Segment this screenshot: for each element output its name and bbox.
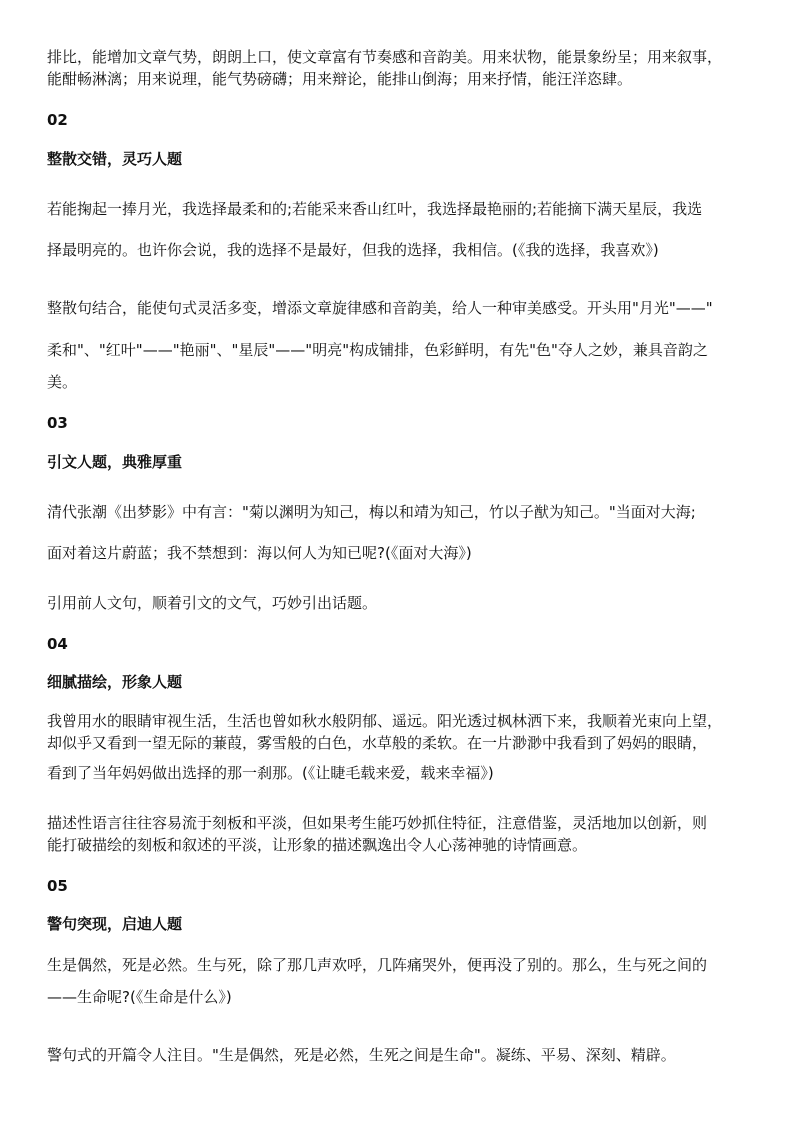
paragraph-line: 能酣畅淋漓；用来说理，能气势磅礴；用来辩论，能排山倒海；用来抒情，能汪洋恣肆。 bbox=[47, 70, 633, 88]
paragraph-line: 描述性语言往往容易流于刻板和平淡，但如果考生能巧妙抓住特征，注意借鉴，灵活地加以创新，则 bbox=[47, 814, 708, 832]
section-heading: 整散交错，灵巧人题 bbox=[47, 150, 183, 168]
paragraph-line: 排比，能增加文章气势，朗朗上口，使文章富有节奏感和音韵美。用来状物，能景象纷呈；用来叙事， bbox=[47, 48, 723, 66]
paragraph-line: 美。 bbox=[47, 373, 78, 391]
paragraph-line: 生是偶然，死是必然。生与死，除了那几声欢呼，几阵痛哭外，便再没了别的。那么，生与死之间的 bbox=[47, 956, 708, 974]
paragraph-line: 柔和"、"红叶"——"艳丽"、"星辰"——"明亮"构成铺排，色彩鲜明，有先"色"夺人之妙，兼具音韵之 bbox=[47, 341, 708, 359]
paragraph-line: 能打破描绘的刻板和叙述的平淡，让形象的描述飘逸出令人心荡神驰的诗情画意。 bbox=[47, 836, 588, 854]
paragraph-line: 择最明亮的。也许你会说，我的选择不是最好，但我的选择，我相信。(《我的选择，我喜欢》) bbox=[47, 241, 659, 259]
section-heading: 警句突现，启迪人题 bbox=[47, 915, 183, 933]
paragraph-line: ——生命呢?(《生命是什么》) bbox=[47, 988, 232, 1006]
section-heading: 细腻描绘，形象人题 bbox=[47, 673, 183, 691]
paragraph-line: 警句式的开篇令人注目。"生是偶然，死是必然，生死之间是生命"。凝练、平易、深刻、精辟。 bbox=[47, 1046, 676, 1064]
section-number: 04 bbox=[47, 635, 68, 653]
paragraph-line: 看到了当年妈妈做出选择的那一刹那。(《让睫毛载来爱，载来幸福》) bbox=[47, 764, 494, 782]
paragraph-line: 清代张潮《出梦影》中有言："菊以渊明为知己，梅以和靖为知己，竹以子猷为知己。"当面对大海; bbox=[47, 503, 696, 521]
section-heading: 引文人题，典雅厚重 bbox=[47, 453, 183, 471]
section-number: 03 bbox=[47, 414, 68, 432]
paragraph-line: 我曾用水的眼睛审视生活，生活也曾如秋水般阴郁、遥远。阳光透过枫林洒下来，我顺着光束向上望， bbox=[47, 712, 723, 730]
paragraph-line: 却似乎又看到一望无际的蒹葭，雾雪般的白色，水草般的柔软。在一片渺渺中我看到了妈妈的眼睛， bbox=[47, 734, 708, 752]
paragraph-line: 面对着这片蔚蓝；我不禁想到：海以何人为知已呢?(《面对大海》) bbox=[47, 544, 472, 562]
section-number: 02 bbox=[47, 111, 68, 129]
section-number: 05 bbox=[47, 877, 68, 895]
paragraph-line: 整散句结合，能使句式灵活多变，增添文章旋律感和音韵美，给人一种审美感受。开头用"月光"——" bbox=[47, 299, 713, 317]
paragraph-line: 引用前人文句，顺着引文的文气，巧妙引出话题。 bbox=[47, 594, 378, 612]
paragraph-line: 若能掬起一捧月光，我选择最柔和的;若能采来香山红叶，我选择最艳丽的;若能摘下满天星辰，我选 bbox=[47, 200, 703, 218]
